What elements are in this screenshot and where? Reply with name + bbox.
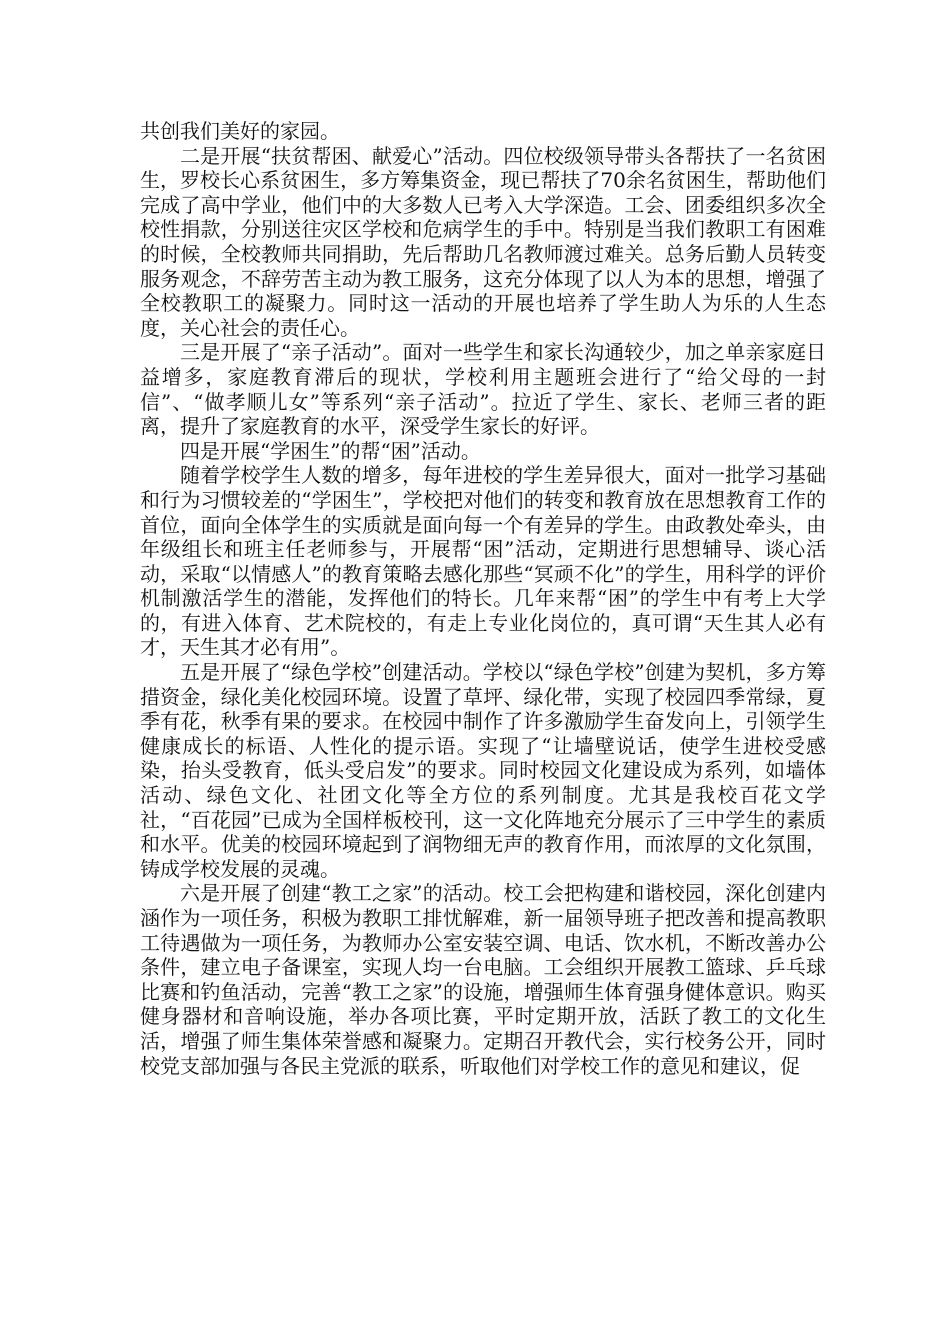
paragraph-staff-home: 六是开展了创建“教工之家”的活动。校工会把构建和谐校园，深化创建内涵作为一项任务，积极为教职工排忧解难，新一届领导班子把改善和提高教职工待遇做为一项任务，为教师办公室安装空调、电话、饮水机，不断改善办公条件，建立电子备课室，实现人均一台电脑。工会组织开展教工篮球、乒乓球比赛和钓鱼活动，完善“教工之家”的设施，增强师生体育强身健体意识。购买健身器材和音响设施，举办各项比赛，平时定期开放，活跃了教工的文化生活，增强了师生集体荣誉感和凝聚力。定期召开教代会，实行校务公开，同时校党支部加强与各民主党派的联系，听取他们对学校工作的意见和建议，促 <box>140 881 826 1078</box>
document-body <box>140 119 826 1078</box>
paragraph-poverty-aid: 二是开展“扶贫帮困、献爱心”活动。四位校级领导带头各帮扶了一名贫困生，罗校长心系贫困生，多方筹集资金，现已帮扶了70余名贫困生，帮助他们完成了高中学业，他们中的大多数人已考入大学深造。工会、团委组织多次全校性捐款，分别送往灾区学校和危病学生的手中。特别是当我们教职工有困难的时候，全校教师共同捐助，先后帮助几名教师渡过难关。总务后勤人员转变服务观念，不辞劳苦主动为教工服务，这充分体现了以人为本的思想，增强了全校教职工的凝聚力。同时这一活动的开展也培养了学生助人为乐的人生态度，关心社会的责任心。 <box>140 143 826 340</box>
paragraph-parent-child: 三是开展了“亲子活动”。面对一些学生和家长沟通较少，加之单亲家庭日益增多，家庭教育滞后的现状，学校利用主题班会进行了“给父母的一封信”、“做孝顺儿女”等系列“亲子活动”。拉近了学生、家长、老师三者的距离，提升了家庭教育的水平，深受学生家长的好评。 <box>140 340 826 439</box>
paragraph-green-school: 五是开展了“绿色学校”创建活动。学校以“绿色学校”创建为契机，多方筹措资金，绿化美化校园环境。设置了草坪、绿化带，实现了校园四季常绿，夏季有花，秋季有果的要求。在校园中制作了许多激励学生奋发向上，引领学生健康成长的标语、人性化的提示语。实现了“让墙壁说话，使学生进校受感染，抬头受教育，低头受启发”的要求。同时校园文化建设成为系列，如墙体活动、绿色文化、社团文化等全方位的系列制度。尤其是我校百花文学社，“百花园”已成为全国样板校刊，这一文化阵地充分展示了三中学生的素质和水平。优美的校园环境起到了润物细无声的教育作用，而浓厚的文化氛围，铸成学校发展的灵魂。 <box>140 660 826 881</box>
paragraph-struggling-students-heading: 四是开展“学困生”的帮“困”活动。 <box>180 438 481 463</box>
paragraph-continuation: 共创我们美好的家园。 <box>140 119 340 143</box>
paragraph-struggling-students: 随着学校学生人数的增多，每年进校的学生差异很大，面对一批学习基础和行为习惯较差的“学困生”，学校把对他们的转变和教育放在思想教育工作的首位，面向全体学生的实质就是面向每一个有差异的学生。由政教处牵头，由年级组长和班主任老师参与，开展帮“困”活动，定期进行思想辅导、谈心活动，采取“以情感人”的教育策略去感化那些“冥顽不化”的学生，用科学的评价机制激活学生的潜能，发挥他们的特长。几年来帮“困”的学生中有考上大学的，有进入体育、艺术院校的，有走上专业化岗位的，真可谓“天生其人必有才，天生其才必有用”。 <box>140 463 826 660</box>
